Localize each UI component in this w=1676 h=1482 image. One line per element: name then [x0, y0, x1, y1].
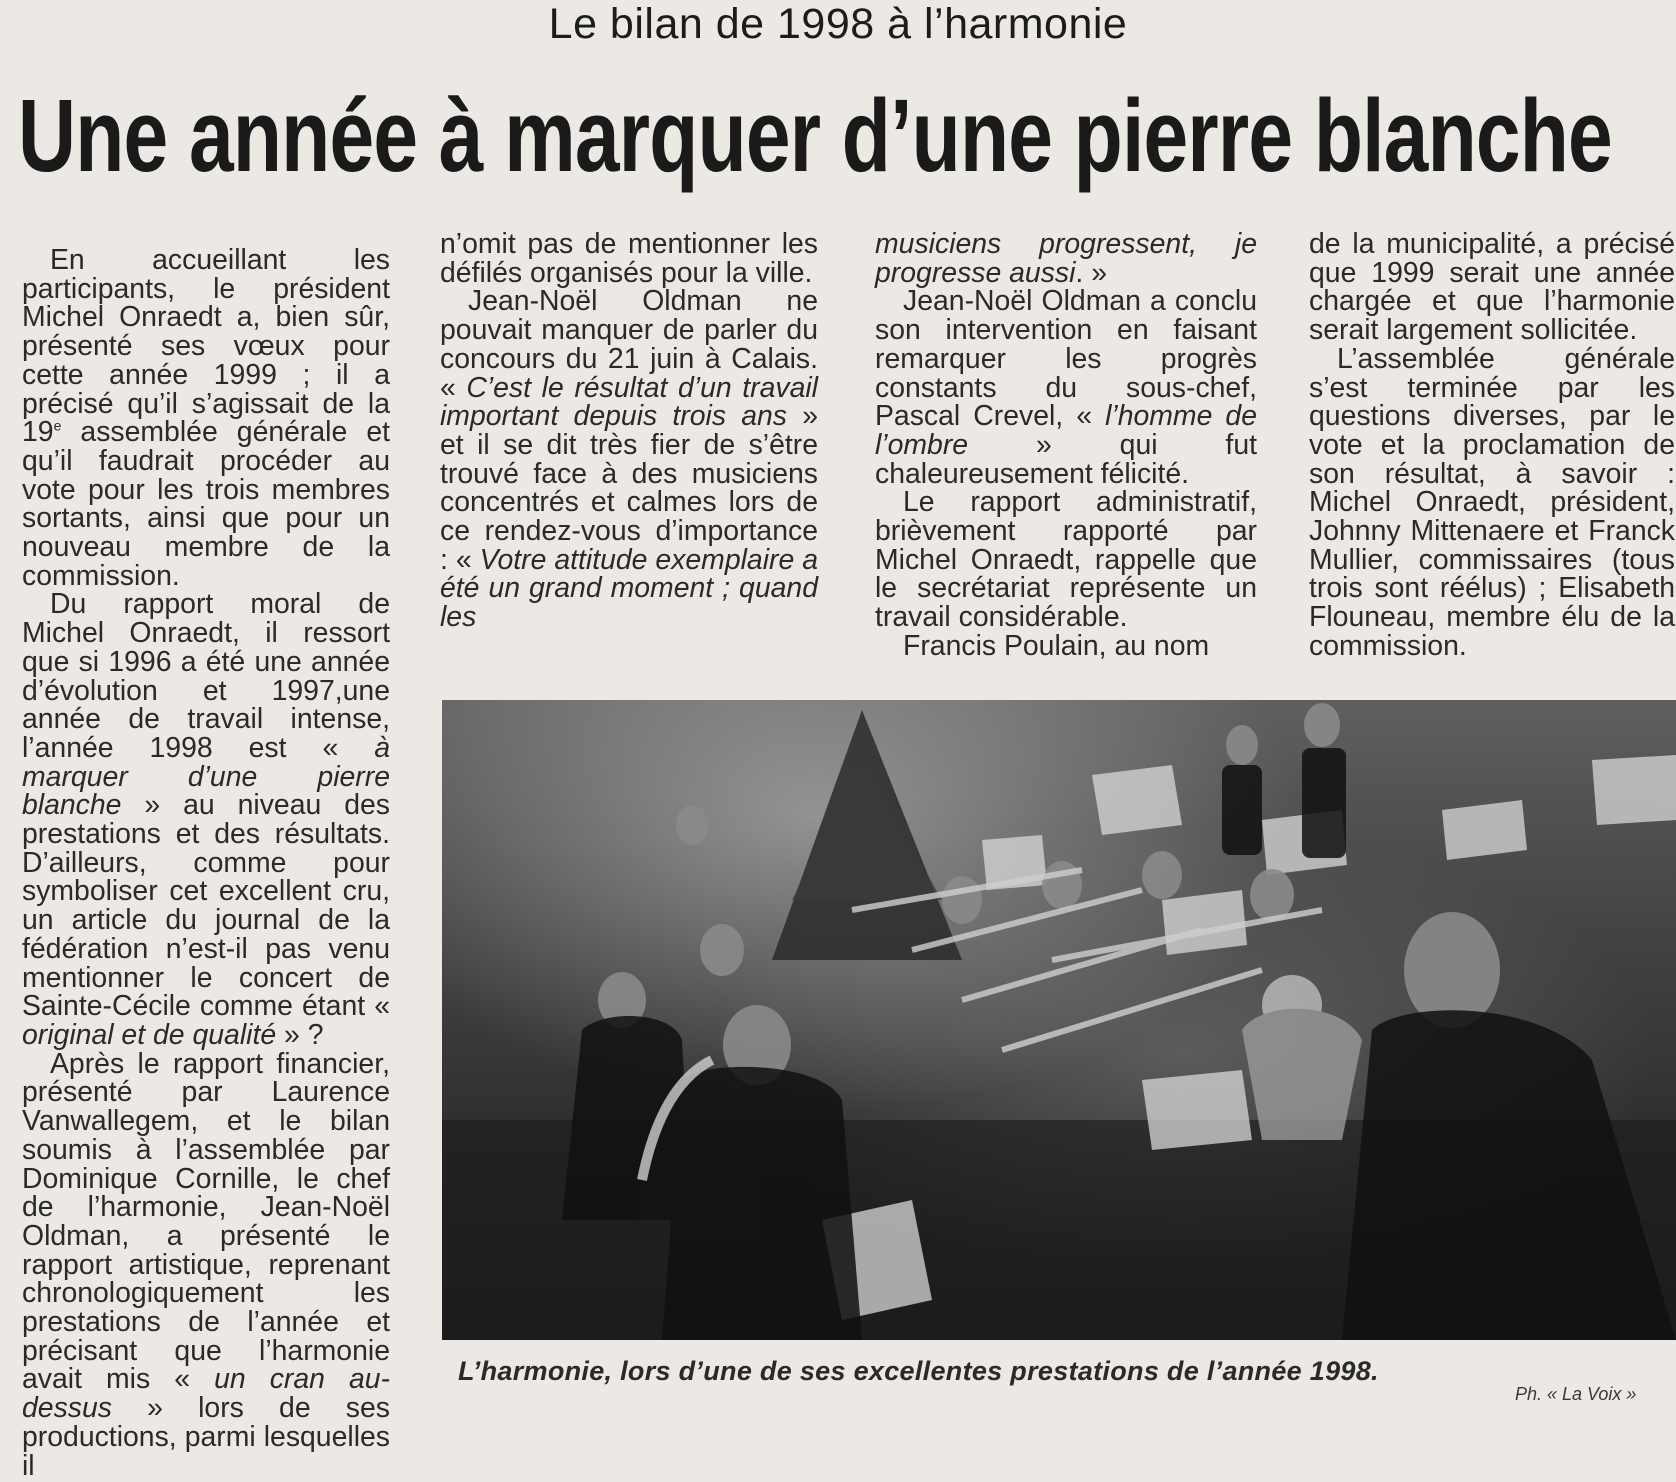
paragraph: Jean-Noël Oldman a conclu son intervention en faisant remarquer les progrès constants du sous-chef, Pascal Crevel, « l’homme de l’ombre » qui fut chaleureusement félicité.: [875, 285, 1258, 490]
kicker-title: Le bilan de 1998 à l’harmonie: [548, 0, 1128, 48]
paragraph: L’assemblée générale s’est terminée par les questions diverses, par le vote et la proclamation de son résultat, à savoir : Michel Onraedt, président, Johnny Mittenaere et Franck Mullier, commissaires (tous trois sont réélus) ; Elisabeth Flouneau, membre élu de la commission.: [1309, 342, 1675, 662]
article-column-2: [440, 230, 818, 632]
article-column-3: [875, 230, 1257, 661]
paragraph: Après le rapport financier, présenté par Laurence Vanwallegem, et le bilan soumis à l’assemblée par Dominique Cornille, le chef de l’harmonie, Jean-Noël Oldman, a présenté le rapport artistique, reprenant chronologiquement les prestations de l’année et précisant que l’harmonie avait mis « un cran au-dessus » lors de ses productions, parmi lesquelles il: [22, 1047, 390, 1482]
orchestra-photo-illustration: [442, 700, 1676, 1340]
paragraph: Le rapport administratif, brièvement rapporté par Michel Onraedt, rappelle que le secrétariat représente un travail considérable.: [875, 486, 1257, 634]
headline: Une année à marquer d’une pierre blanche: [18, 78, 1612, 193]
paragraph: Francis Poulain, au nom: [903, 629, 1210, 662]
paragraph: musiciens progressent, je progresse aussi. »: [875, 228, 1257, 289]
photo-caption: L’harmonie, lors d’une de ses excellentes prestations de l’année 1998.: [458, 1356, 1379, 1386]
paragraph: n’omit pas de mentionner les défilés organisés pour la ville.: [440, 228, 818, 289]
paragraph: Jean-Noël Oldman ne pouvait manquer de parler du concours du 21 juin à Calais. « C’est le résultat d’un travail important depuis trois ans » et il se dit très fier de s’être trouvé face à des musiciens concentrés et calmes lors de ce rendez-vous d’importance : « Votre attitude exemplaire a été un grand moment ; quand les: [440, 285, 819, 634]
paragraph: de la municipalité, a précisé que 1999 serait une année chargée et que l’harmonie serait largement sollicitée.: [1309, 228, 1675, 347]
photo-credit: Ph. « La Voix »: [1515, 1384, 1637, 1404]
orchestra-photo: [442, 700, 1676, 1340]
paragraph: Du rapport moral de Michel Onraedt, il ressort que si 1996 a été une année d’évolution et 1997,une année de travail intense, l’année 1998 est « à marquer d’une pierre blanche » au niveau des prestations et des résultats. D’ailleurs, comme pour symboliser cet excellent cru, un article du journal de la fédération n’est-il pas venu mentionner le concert de Sainte-Cécile comme étant « original et de qualité » ?: [22, 588, 390, 1051]
paragraph: En accueillant les participants, le président Michel Onraedt a, bien sûr, présenté ses vœux pour cette année 1999 ; il a précisé qu’il s’agissait de la 19e assemblée générale et qu’il faudrait procéder au vote pour les trois membres sortants, ainsi que pour un nouveau membre de la commission.: [22, 244, 390, 592]
article-column-4: [1309, 230, 1675, 661]
article-column-1: [22, 246, 390, 1480]
